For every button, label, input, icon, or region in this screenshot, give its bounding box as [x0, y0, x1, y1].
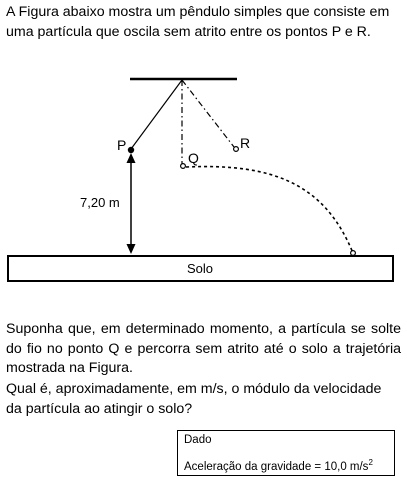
label-q: Q — [188, 150, 199, 166]
string-to-r-line — [182, 80, 234, 147]
pendulum-string — [131, 80, 182, 149]
gravity-line — [184, 458, 373, 473]
height-arrow-top — [127, 153, 136, 163]
label-r: R — [240, 135, 251, 151]
ground-label: Solo — [186, 261, 214, 276]
intro-paragraph: A Figura abaixo mostra um pêndulo simples que consiste em uma partícula que oscila sem atrito entre os pontos P e R. — [6, 4, 390, 40]
given-data-title: Dado — [184, 434, 212, 446]
gravity-text: Aceleração da gravidade = 10,0 m/s — [184, 460, 369, 473]
trajectory-path — [186, 167, 353, 253]
height-arrow-bottom — [127, 244, 136, 254]
landing-point — [351, 251, 356, 256]
height-label: 7,20 m — [80, 195, 120, 210]
particle-p — [128, 147, 134, 153]
scenario-paragraph: Suponha que, em determinado momento, a partícula se solte do fio no ponto Q e percorra sem atrito até o solo a trajetória mostrada na Figura. — [6, 321, 401, 376]
gravity-exponent: 2 — [368, 458, 373, 467]
given-data-box — [177, 430, 395, 476]
label-p: P — [117, 137, 127, 153]
point-q — [181, 164, 186, 169]
question-paragraph: Qual é, aproximadamente, em m/s, o módulo da velocidade da partícula ao atingir o solo? — [6, 381, 382, 417]
point-r — [234, 147, 239, 152]
